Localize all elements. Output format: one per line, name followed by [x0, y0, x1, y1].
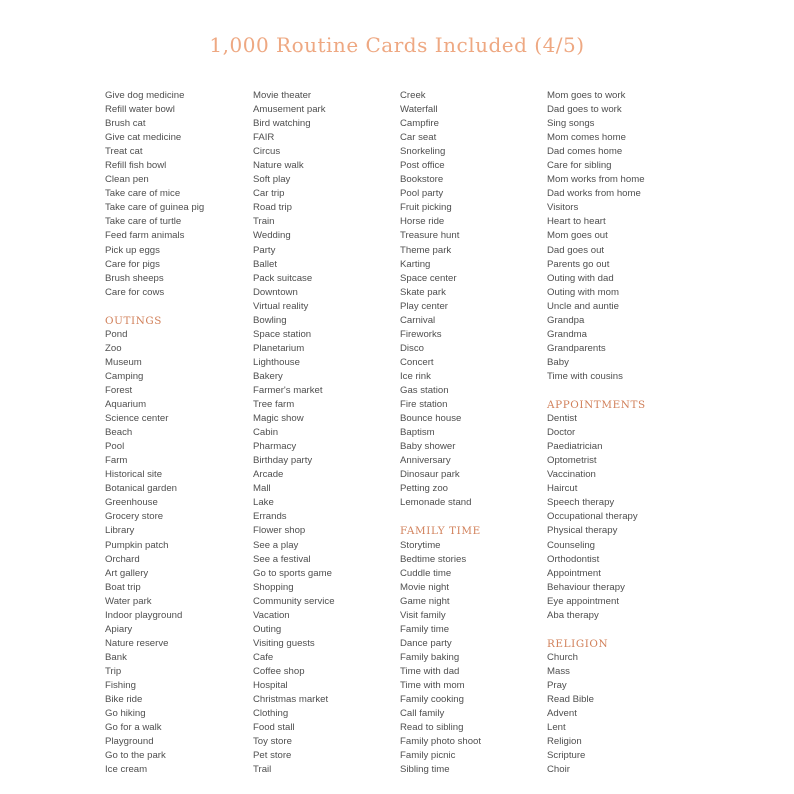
- list-item: Family picnic: [400, 750, 456, 762]
- list-item: Take care of turtle: [105, 216, 182, 228]
- list-item: Feed farm animals: [105, 230, 185, 242]
- list-item: Art gallery: [105, 567, 149, 579]
- list-item: Ballet: [253, 258, 277, 270]
- list-item: Errands: [253, 511, 287, 523]
- list-item: Cuddle time: [400, 567, 452, 579]
- list-item: Baptism: [400, 427, 435, 439]
- list-item: Bakery: [253, 370, 283, 382]
- list-column-2: [253, 89, 335, 777]
- list-item: Dinosaur park: [400, 469, 460, 481]
- list-item: Family baking: [400, 651, 460, 663]
- list-item: Speech therapy: [547, 497, 615, 509]
- section-header: FAMILY TIME: [400, 525, 481, 538]
- list-item: Outing: [253, 623, 282, 635]
- section-header: APPOINTMENTS: [547, 399, 646, 412]
- list-item: Time with dad: [400, 665, 460, 677]
- list-item: Skate park: [400, 286, 446, 298]
- section-header: OUTINGS: [105, 314, 163, 327]
- list-column-1: [105, 89, 204, 777]
- list-item: Tree farm: [253, 399, 295, 411]
- list-item: Boat trip: [105, 581, 141, 593]
- list-item: Clean pen: [105, 174, 149, 186]
- list-item: Space station: [253, 328, 312, 340]
- section-spacer: [400, 510, 481, 524]
- list-item: Occupational therapy: [547, 511, 638, 523]
- list-item: Dad goes out: [547, 244, 605, 256]
- list-item: See a play: [253, 539, 299, 551]
- list-item: Magic show: [253, 413, 304, 425]
- list-item: Cafe: [253, 651, 274, 663]
- list-item: See a festival: [253, 553, 311, 565]
- list-item: Go hiking: [105, 708, 146, 720]
- list-item: Farmer's market: [253, 384, 323, 396]
- list-item: Coffee shop: [253, 665, 305, 677]
- list-item: Advent: [547, 708, 577, 720]
- list-item: Beach: [105, 427, 133, 439]
- list-item: Religion: [547, 736, 582, 748]
- list-item: Zoo: [105, 342, 122, 354]
- list-item: Pet store: [253, 750, 292, 762]
- list-item: Care for sibling: [547, 160, 612, 172]
- list-item: Visiting guests: [253, 637, 315, 649]
- list-item: Take care of guinea pig: [105, 202, 205, 214]
- section-spacer: [547, 384, 646, 398]
- list-item: Bowling: [253, 314, 287, 326]
- list-item: Cabin: [253, 427, 279, 439]
- list-item: Ice rink: [400, 370, 431, 382]
- list-item: Party: [253, 244, 276, 256]
- list-item: Bank: [105, 651, 127, 663]
- list-item: Flower shop: [253, 525, 306, 537]
- list-item: Pond: [105, 328, 128, 340]
- list-item: Gas station: [400, 384, 449, 396]
- list-item: Grandpa: [547, 314, 585, 326]
- list-item: Horse ride: [400, 216, 445, 228]
- list-item: Amusement park: [253, 104, 326, 116]
- list-item: Call family: [400, 708, 445, 720]
- list-item: Planetarium: [253, 342, 305, 354]
- list-item: Dad works from home: [547, 188, 641, 200]
- list-item: Theme park: [400, 244, 452, 256]
- list-item: Storytime: [400, 539, 441, 551]
- list-item: Clothing: [253, 708, 289, 720]
- list-item: Vacation: [253, 609, 290, 621]
- list-item: Museum: [105, 356, 142, 368]
- list-item: Parents go out: [547, 258, 610, 270]
- list-item: Bounce house: [400, 413, 462, 425]
- list-item: Time with mom: [400, 679, 465, 691]
- list-item: Orthodontist: [547, 553, 600, 565]
- list-item: Mom goes out: [547, 230, 608, 242]
- list-item: Toy store: [253, 736, 292, 748]
- list-item: Family photo shoot: [400, 736, 482, 748]
- list-item: Forest: [105, 384, 133, 396]
- page-title: 1,000 Routine Cards Included (4/5): [209, 33, 585, 57]
- list-item: Family time: [400, 623, 450, 635]
- list-item: Time with cousins: [547, 370, 623, 382]
- list-item: Road trip: [253, 202, 292, 214]
- list-item: Soft play: [253, 174, 291, 186]
- list-item: Virtual reality: [253, 300, 309, 312]
- list-item: Outing with dad: [547, 272, 614, 284]
- list-item: Nature walk: [253, 160, 304, 172]
- list-item: Water park: [105, 595, 152, 607]
- list-item: Grandma: [547, 328, 587, 340]
- list-item: Dad goes to work: [547, 104, 622, 116]
- list-item: Greenhouse: [105, 497, 158, 509]
- list-item: Lemonade stand: [400, 497, 472, 509]
- list-item: Movie night: [400, 581, 450, 593]
- list-item: Shopping: [253, 581, 294, 593]
- list-item: Go to the park: [105, 750, 166, 762]
- list-item: Farm: [105, 455, 128, 467]
- list-item: Give cat medicine: [105, 132, 182, 144]
- list-item: Bedtime stories: [400, 553, 467, 565]
- list-item: Snorkeling: [400, 146, 446, 158]
- list-item: Uncle and auntie: [547, 300, 620, 312]
- list-item: Nature reserve: [105, 637, 169, 649]
- list-item: Fire station: [400, 399, 448, 411]
- list-item: Library: [105, 525, 135, 537]
- list-item: Give dog medicine: [105, 90, 185, 101]
- list-item: Outing with mom: [547, 286, 619, 298]
- list-item: Pray: [547, 679, 567, 691]
- list-item: Sibling time: [400, 764, 450, 776]
- list-item: Behaviour therapy: [547, 581, 625, 593]
- list-item: Physical therapy: [547, 525, 618, 537]
- list-item: Brush cat: [105, 118, 146, 130]
- list-item: Game night: [400, 595, 450, 607]
- list-item: Doctor: [547, 427, 576, 439]
- list-item: Grandparents: [547, 342, 606, 354]
- list-item: Post office: [400, 160, 445, 172]
- list-item: Birthday party: [253, 455, 313, 467]
- list-item: Food stall: [253, 722, 295, 734]
- list-item: Pool party: [400, 188, 444, 200]
- list-item: Pack suitcase: [253, 272, 313, 284]
- list-item: Pick up eggs: [105, 244, 160, 256]
- list-item: Lake: [253, 497, 274, 509]
- list-item: Bookstore: [400, 174, 444, 186]
- list-item: Mall: [253, 483, 271, 495]
- list-item: Choir: [547, 764, 570, 776]
- list-column-4: [547, 89, 646, 777]
- list-item: Refill water bowl: [105, 104, 175, 116]
- list-item: Fireworks: [400, 328, 442, 340]
- list-item: Hospital: [253, 679, 288, 691]
- list-item: Scripture: [547, 750, 586, 762]
- list-item: Apiary: [105, 623, 133, 635]
- list-item: Playground: [105, 736, 154, 748]
- list-item: Karting: [400, 258, 431, 270]
- list-item: Pool: [105, 441, 125, 453]
- list-item: Aba therapy: [547, 609, 599, 621]
- list-item: Car trip: [253, 188, 285, 200]
- list-item: Petting zoo: [400, 483, 449, 495]
- list-item: Concert: [400, 356, 434, 368]
- list-item: Campfire: [400, 118, 439, 130]
- list-item: Wedding: [253, 230, 291, 242]
- list-item: Family cooking: [400, 694, 464, 706]
- list-item: Trail: [253, 764, 272, 776]
- list-item: Baby shower: [400, 441, 456, 453]
- list-item: Read to sibling: [400, 722, 464, 734]
- list-item: Play center: [400, 300, 448, 312]
- list-item: Movie theater: [253, 90, 312, 101]
- list-item: Waterfall: [400, 104, 438, 116]
- list-item: Downtown: [253, 286, 298, 298]
- list-item: Go to sports game: [253, 567, 332, 579]
- list-item: FAIR: [253, 132, 275, 144]
- list-item: Take care of mice: [105, 188, 181, 200]
- list-item: Indoor playground: [105, 609, 183, 621]
- list-item: Arcade: [253, 469, 284, 481]
- list-item: Orchard: [105, 553, 140, 565]
- list-item: Haircut: [547, 483, 578, 495]
- list-item: Community service: [253, 595, 335, 607]
- list-item: Car seat: [400, 132, 437, 144]
- list-item: Anniversary: [400, 455, 451, 467]
- list-item: Ice cream: [105, 764, 148, 776]
- list-item: Heart to heart: [547, 216, 606, 228]
- list-item: Sing songs: [547, 118, 595, 130]
- list-item: Vaccination: [547, 469, 596, 481]
- list-item: Historical site: [105, 469, 163, 481]
- section-header: RELIGION: [547, 637, 609, 650]
- list-item: Optometrist: [547, 455, 597, 467]
- list-item: Church: [547, 651, 578, 663]
- list-item: Brush sheeps: [105, 272, 164, 284]
- list-item: Train: [253, 216, 275, 228]
- list-item: Mass: [547, 665, 570, 677]
- list-item: Care for pigs: [105, 258, 160, 270]
- list-item: Refill fish bowl: [105, 160, 167, 172]
- list-item: Treasure hunt: [400, 230, 460, 242]
- list-item: Mom comes home: [547, 132, 626, 144]
- list-item: Dad comes home: [547, 146, 623, 158]
- list-item: Creek: [400, 90, 426, 101]
- list-item: Mom works from home: [547, 174, 645, 186]
- section-spacer: [547, 623, 646, 637]
- list-column-3: [400, 89, 481, 777]
- list-item: Grocery store: [105, 511, 164, 523]
- list-item: Paediatrician: [547, 441, 603, 453]
- list-item: Disco: [400, 342, 424, 354]
- list-item: Counseling: [547, 539, 596, 551]
- list-item: Circus: [253, 146, 281, 158]
- list-item: Care for cows: [105, 286, 165, 298]
- list-item: Trip: [105, 665, 122, 677]
- list-item: Carnival: [400, 314, 436, 326]
- list-item: Pumpkin patch: [105, 539, 169, 551]
- list-item: Fruit picking: [400, 202, 452, 214]
- section-spacer: [105, 300, 204, 314]
- list-item: Dentist: [547, 413, 577, 425]
- list-item: Go for a walk: [105, 722, 162, 734]
- list-item: Bird watching: [253, 118, 311, 130]
- list-item: Fishing: [105, 679, 136, 691]
- list-item: Visit family: [400, 609, 446, 621]
- list-item: Pharmacy: [253, 441, 297, 453]
- list-item: Camping: [105, 370, 144, 382]
- list-item: Aquarium: [105, 399, 147, 411]
- list-item: Eye appointment: [547, 595, 619, 607]
- list-item: Mom goes to work: [547, 90, 626, 101]
- list-item: Space center: [400, 272, 457, 284]
- list-item: Science center: [105, 413, 169, 425]
- list-item: Appointment: [547, 567, 601, 579]
- list-item: Bike ride: [105, 694, 143, 706]
- list-item: Treat cat: [105, 146, 143, 158]
- list-item: Lent: [547, 722, 566, 734]
- list-item: Baby: [547, 356, 569, 368]
- list-item: Read Bible: [547, 694, 594, 706]
- list-item: Christmas market: [253, 694, 329, 706]
- list-item: Visitors: [547, 202, 579, 214]
- list-item: Botanical garden: [105, 483, 178, 495]
- list-item: Dance party: [400, 637, 452, 649]
- list-item: Lighthouse: [253, 356, 300, 368]
